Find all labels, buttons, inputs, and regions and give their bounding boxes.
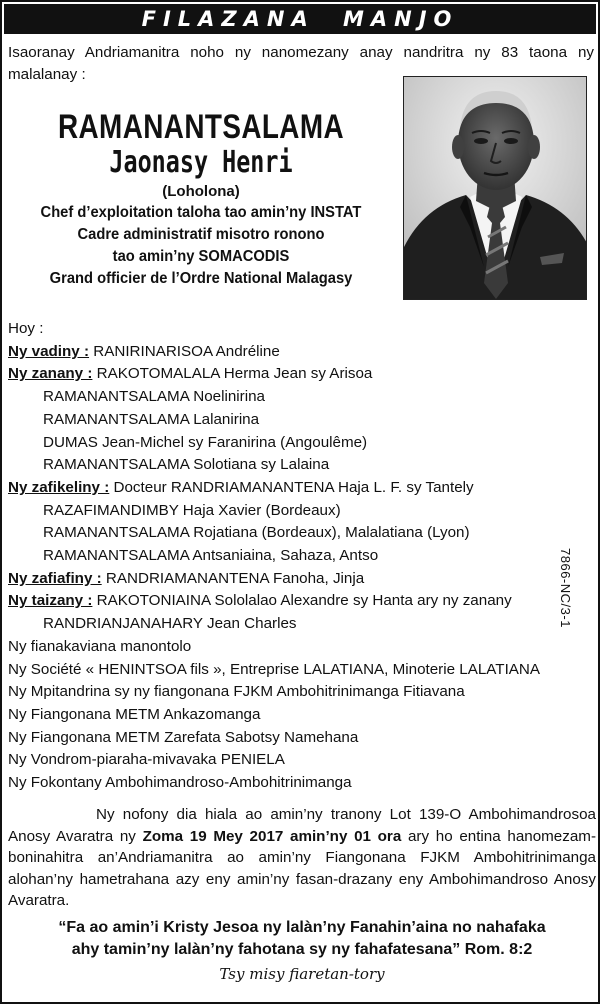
family-line — [8, 613, 596, 636]
relation-names: Ny Société « HENINTSOA fils », Entreprise LALATIANA, Minoterie LALATIANA — [8, 660, 541, 678]
relation-names: RAMANANTSALAMA Noelinirina — [43, 388, 265, 406]
deceased-role: Cadre administratif misotro ronono — [77, 226, 325, 243]
family-line — [8, 772, 596, 795]
relation-label: Ny zafikeliny : — [8, 478, 110, 496]
reference-code: 7866-NC/3-1 — [558, 548, 573, 628]
relation-names: RAMANANTSALAMA Antsaniaina, Sahaza, Antso — [43, 547, 379, 565]
relation-names: Ny Fiangonana METM Ankazomanga — [8, 705, 261, 723]
family-line — [8, 681, 596, 704]
family-line — [8, 704, 596, 727]
deceased-block — [8, 108, 394, 290]
family-line — [8, 477, 596, 500]
relation-names: RAMANANTSALAMA Rojatiana (Bordeaux), Malalatiana (Lyon) — [43, 524, 470, 542]
quote-line: ahy tamin’ny lalàn’ny fahotana sy ny fahafatesana” Rom. 8:2 — [71, 941, 533, 958]
banner-title: FILAZANA MANJO — [4, 4, 596, 34]
hoy-label: Hoy : — [8, 320, 44, 337]
deceased-role: Chef d’exploitation taloha tao amin’ny INSTAT — [40, 204, 362, 221]
family-lines — [8, 341, 596, 795]
portrait-photo — [403, 76, 587, 300]
relation-names: RANDRIANJANAHARY Jean Charles — [43, 615, 297, 633]
relation-names: RANIRINARISOA Andréline — [89, 342, 280, 360]
relation-names: Ny fianakaviana manontolo — [8, 637, 192, 655]
deceased-surname: RAMANANTSALAMA — [57, 108, 345, 146]
family-line — [8, 749, 596, 772]
relation-names: RAZAFIMANDIMBY Haja Xavier (Bordeaux) — [43, 501, 341, 519]
quote-line: “Fa ao amin’i Kristy Jesoa ny lalàn’ny Fanahin’aina no nahafaka — [58, 919, 546, 936]
family-line — [8, 363, 596, 386]
relation-names: RAMANANTSALAMA Lalanirina — [43, 410, 260, 428]
deceased-role: tao amin’ny SOMACODIS — [112, 248, 290, 265]
funeral-details — [8, 804, 596, 912]
family-line — [8, 568, 596, 591]
relation-names: Docteur RANDRIAMANANTENA Haja L. F. sy Tantely — [109, 478, 474, 496]
deceased-role: Grand officier de l’Ordre National Malagasy — [49, 270, 353, 287]
family-line — [8, 590, 596, 613]
relation-names: RAKOTOMALALA Herma Jean sy Arisoa — [92, 365, 373, 383]
intro-text: Isaoranay Andriamanitra noho ny nanomezany anay nandritra ny 83 taona ny malalanay : — [8, 44, 594, 83]
family-line — [8, 386, 596, 409]
relation-label: Ny vadiny : — [8, 342, 90, 360]
relation-names: Ny Fiangonana METM Zarefata Sabotsy Namehana — [8, 728, 359, 746]
relation-names: Ny Mpitandrina sy ny fiangonana FJKM Ambohitrinimanga Fitiavana — [8, 683, 465, 701]
family-line — [8, 432, 596, 455]
deceased-nickname: (Loholona) — [162, 183, 240, 200]
family-line — [8, 500, 596, 523]
family-line — [8, 341, 596, 364]
relation-names: Ny Fokontany Ambohimandroso-Ambohitrinimanga — [8, 774, 352, 792]
relation-names: Ny Vondrom-piaraha-mivavaka PENIELA — [8, 751, 285, 769]
relation-names: RANDRIAMANANTENA Fanoha, Jinja — [101, 569, 365, 587]
family-line — [8, 636, 596, 659]
funeral-text: ary ho entina hanomezam-boninahitra an’Andriamanitra ao amin’ny Fiangonana FJKM Ambohitrinimanga alohan’ny hametrahana azy eny amin’ny fasan-drazany eny Ambohimandroso Anosy Avaratra. — [8, 827, 597, 909]
funeral-date: Zoma 19 Mey 2017 amin’ny 01 ora — [142, 827, 402, 845]
family-line — [8, 522, 596, 545]
closing-note: Tsy misy fiaretan-tory — [219, 965, 385, 983]
family-line — [8, 659, 596, 682]
family-line — [8, 409, 596, 432]
relation-label: Ny zanany : — [8, 365, 93, 383]
relation-names: RAKOTONIAINA Sololalao Alexandre sy Hanta ary ny zanany — [92, 592, 512, 610]
funeral-text: Ny nofony dia hiala ao amin’ny tranony Lot 139-O Ambohimandrosoa Anosy Avaratra ny — [8, 806, 596, 845]
relation-label: Ny zafiafiny : — [8, 569, 102, 587]
family-line — [8, 727, 596, 750]
relation-label: Ny taizany : — [8, 592, 93, 610]
portrait-illustration — [404, 77, 587, 300]
relation-names: RAMANANTSALAMA Solotiana sy Lalaina — [43, 456, 330, 474]
deceased-given-names: Jaonasy Henri — [109, 145, 293, 180]
bible-quote — [8, 917, 596, 961]
family-list — [8, 318, 596, 795]
family-line — [8, 454, 596, 477]
relation-names: DUMAS Jean-Michel sy Faranirina (Angoulême) — [43, 433, 368, 451]
family-line — [8, 545, 596, 568]
